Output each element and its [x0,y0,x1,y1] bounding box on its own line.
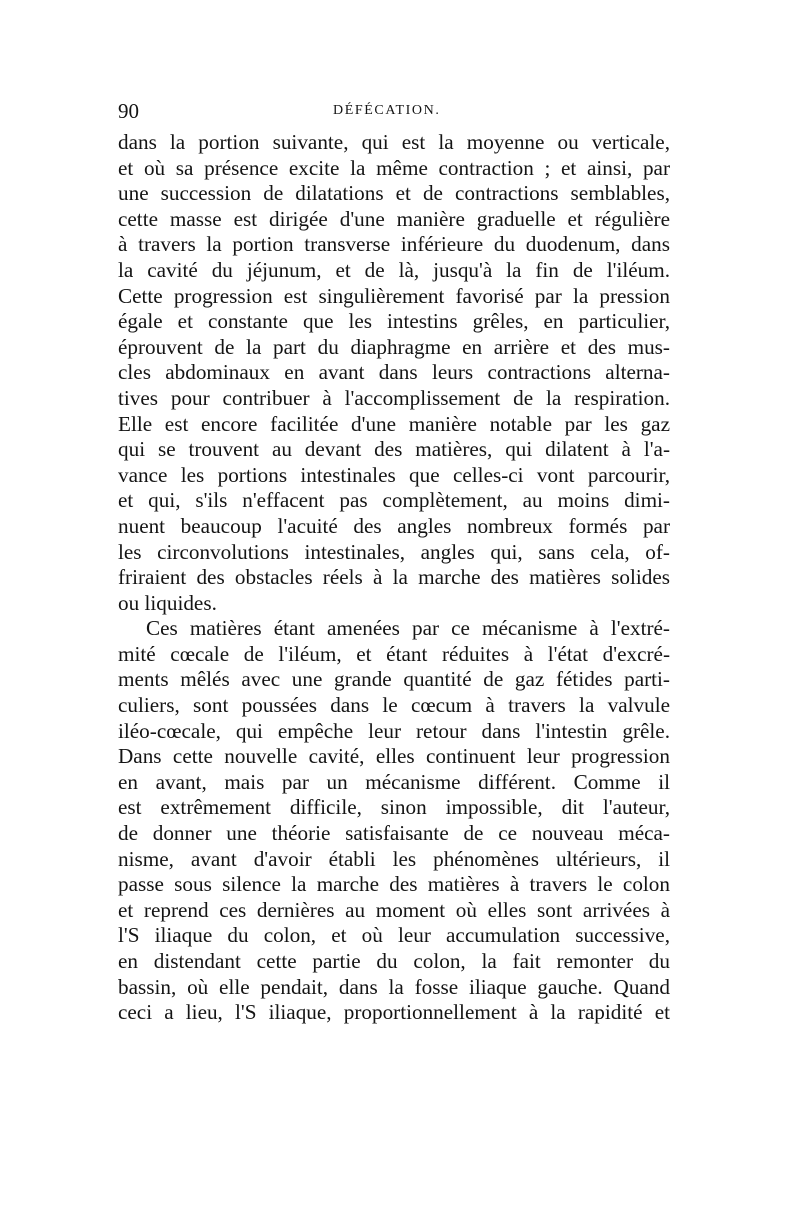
text-line: l'S iliaque du colon, et où leur accumulation successive, [118,923,670,948]
text-line: vance les portions intestinales que celles-ci vont parcourir, [118,462,670,487]
text-line: passe sous silence la marche des matières à travers le colon [118,872,670,897]
text-line: éprouvent de la part du diaphragme en arrière et des mus- [118,334,670,359]
page-number: 90 [118,99,139,123]
text-line: qui se trouvent au devant des matières, qui dilatent à l'a- [118,437,670,462]
text-line: la cavité du jéjunum, et de là, jusqu'à la fin de l'iléum. [118,257,670,282]
text-line: et reprend ces dernières au moment où elles sont arrivées à [118,897,670,922]
text-line: les circonvolutions intestinales, angles qui, sans cela, of- [118,539,670,564]
text-line: une succession de dilatations et de contractions semblables, [118,181,670,206]
text-line: égale et constante que les intestins grêles, en particulier, [118,309,670,334]
text-line: ceci a lieu, l'S iliaque, proportionnellement à la rapidité et [118,1000,670,1025]
text-line: tives pour contribuer à l'accomplissement de la respiration. [118,385,670,410]
text-line: ou liquides. [118,590,217,615]
text-line: Elle est encore facilitée d'une manière notable par les gaz [118,411,670,436]
text-line: et qui, s'ils n'effacent pas complètement, au moins dimi- [118,488,670,513]
text-line: est extrêmement difficile, sinon impossible, dit l'auteur, [118,795,670,820]
text-line: bassin, où elle pendait, dans la fosse iliaque gauche. Quand [118,974,670,999]
text-line: en distendant cette partie du colon, la fait remonter du [118,949,670,973]
text-line: cles abdominaux en avant dans leurs contractions alterna- [118,360,670,385]
running-title: DÉFÉCATION. [333,103,441,118]
page-header [118,96,666,126]
text-line: Dans cette nouvelle cavité, elles continuent leur progression [118,744,670,769]
text-line: ments mêlés avec une grande quantité de gaz fétides parti- [118,667,670,692]
paragraph [118,616,670,1026]
text-line: de donner une théorie satisfaisante de ce nouveau méca- [118,821,670,846]
text-line: en avant, mais par un mécanisme différent. Comme il [118,769,670,794]
text-line: Cette progression est singulièrement favorisé par la pression [118,283,670,308]
text-line: Ces matières étant amenées par ce mécanisme à l'extré- [146,616,670,641]
text-line: dans la portion suivante, qui est la moyenne ou verticale, [118,130,670,154]
text-line: à travers la portion transverse inférieure du duodenum, dans [118,232,670,257]
text-line: cette masse est dirigée d'une manière graduelle et régulière [118,206,670,231]
text-line: iléo-cœcale, qui empêche leur retour dans l'intestin grêle. [118,718,670,743]
text-line: mité cœcale de l'iléum, et étant réduites à l'état d'excré- [118,641,670,666]
text-line: culiers, sont poussées dans le cœcum à travers la valvule [118,693,670,718]
text-line: friraient des obstacles réels à la marche des matières solides [118,565,670,590]
text-line: nuent beaucoup l'acuité des angles nombreux formés par [118,513,670,538]
text-line: nisme, avant d'avoir établi les phénomènes ultérieurs, il [118,846,670,871]
paragraph [118,130,670,616]
body-text [118,130,670,1026]
text-line: et où sa présence excite la même contraction ; et ainsi, par [118,155,670,180]
